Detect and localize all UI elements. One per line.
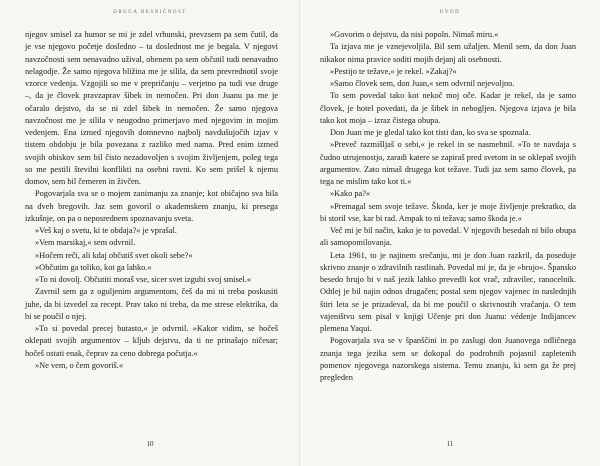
paragraph: Leta 1961, to je najinem srečanju, mi je don Juan razkril, da poseduje skrivno znanje o zdravilnih rastlinah. Povedal mi je, da je »brujo«. Špansko besedo brujo bi v naš jezik lahko prevedli kot vrač, zdravilec, ranocelnik. Odtlej je bil najin odnos drugačen; postal sem njegov vajenec in naslednjih štiri leta se je prizadeval, da bi me poučil o skrivnostih vračanja. O tem vajeništvu sem pisal v knjigi Učenje pri don Juanu: védenje Indijancev plemena Yaqui. [320,250,576,333]
paragraph: »Pestijo te težave,« je rekel. »Zakaj?« [330,66,457,76]
running-head-left: DRUGA RESNIČNOST [113,10,187,15]
paragraph: »Kako pa?« [330,189,371,199]
paragraph: njegov smisel za humor se mi je zdel vrhunski, prevzsem pa sem čutil, da je vse njegovo početje dosledno – ta doslednost me je begala. V njegovi navzočnosti sem nenavadno užival, obenem pa sem občutil tudi nenavadno nelagodje. Že samo njegova bližina me je silila, da sem prevrednotil svoje vzorce vedenja. Vzgojili so me v prepričanju – verjetno pa tudi vse druge –, da je človek pravzaprav šibek in nemočen. Pri don Juanu pa me je očaralo dejstvo, da se ni zdel šibek in nemočen. Že samo njegova navzočnost me je silila v neugodno primerjavo med njegovim in mojim vedenjem. Ena izmed njegovih domnevno najbolj navdušujočih izjav v tistem obdobju je bila povezana z razliko med nama. Pred enim izmed svojih obiskov sem bil čisto nezadovoljen s svojim življenjem, poleg tega so me pestili številni konflikti na osebni ravni. Ko sem prišel k njemu domov, sem bil čemeren in živčen. [25,30,278,186]
paragraph: »To si povedal precej butasto,« je odvrnil. »Kakor vidim, se hočeš oklepati svojih argumentov – kljub dejstvu, da ti ne prinašajo ničesar; hočeš ostati enak, čeprav za ceno dobrega počutja.« [25,324,278,358]
right-page-body [320,29,576,384]
page-number-right: 11 [446,440,454,448]
page-number-left: 10 [146,440,154,448]
paragraph: Ta izjava me je vznejevoljila. Bil sem užaljen. Menil sem, da don Juan nikakor nima pravice soditi mojih dejanj ali osebnosti. [320,42,576,64]
paragraph: »Premagal sem svoje težave. Škoda, ker je moje življenje prekratko, da bi storil vse, kar bi rad. Ampak to ni težava; samo škoda je.« [320,201,576,223]
right-page [300,0,600,466]
paragraph: »Hočem reči, ali kdaj občutiš svet okoli sebe?« [35,250,193,260]
paragraph: »Vem marsikaj,« sem odvrnil. [35,238,136,248]
paragraph: »Veš kaj o svetu, ki te obdaja?« je vprašal. [35,226,177,235]
paragraph: »Ne vem, o čem govoriš.« [35,360,124,370]
left-page-body [25,29,278,372]
paragraph: »Samo človek sem, don Juan,« sem odvrnil nejevoljno. [330,79,515,88]
paragraph: »Govorim o dejstvu, da nisi popoln. Nimaš miru.« [330,30,499,39]
paragraph: »Občutim ga toliko, kot ga lahko.« [35,262,152,272]
paragraph: To sem povedal tako kot nekoč moj oče. Kadar je rekel, da je samo človek, je hotel povedati, da je šibek in nebogljen. Njegova izjava je bila tako kot moja – izraz čistega obupa. [320,91,576,125]
paragraph: Zavrnil sem ga z ogulјenim argumentom, češ da mi ni treba poskusiti juhe, da bi izvedel za recept. Prav tako ni treba, da me strese elektrika, da bi se poučil o njej. [25,287,278,321]
paragraph: Pogovarjala sva se v španščini in po zaslugi don Juanovega odličnega znanja tega jezika sem se dokopal do podrobnih pojasnil zapletenih pomenov njegovega nazorskega sistema. Temu znanju, ki sem ga že prej pregleden [320,336,576,382]
running-head-right: UVOD [439,10,461,15]
paragraph: »Preveč razmišljaš o sebi,« je rekel in se nasmehnil. »To te navdaja s čudno utrujenostjo, zaradi katere se zapiraš pred svetom in se oklepaš svojih argumentov. Zato nimaš drugega kot težave. Tudi jaz sem samo človek, pa tega ne mislim tako kot ti.« [320,140,576,186]
paragraph: Don Juan me je gledal tako kot tisti dan, ko sva se spoznala. [330,128,531,137]
paragraph: »To ni dovolj. Občutiti moraš vse, sicer svet izgubi svoj smisel.« [35,275,252,284]
paragraph: Pogovarjala sva se o mojem zanimanju za znanje; kot običajno sva bila na dveh bregovih. Jaz sem govoril o akademskem znanju, ki presega izkušnje, on pa o neposrednem spoznavanju sveta. [25,189,278,223]
paragraph: Več mi je bil način, kako je to povedal. V njegovih besedah ni bilo obupa ali samopomilovanja. [320,226,576,248]
